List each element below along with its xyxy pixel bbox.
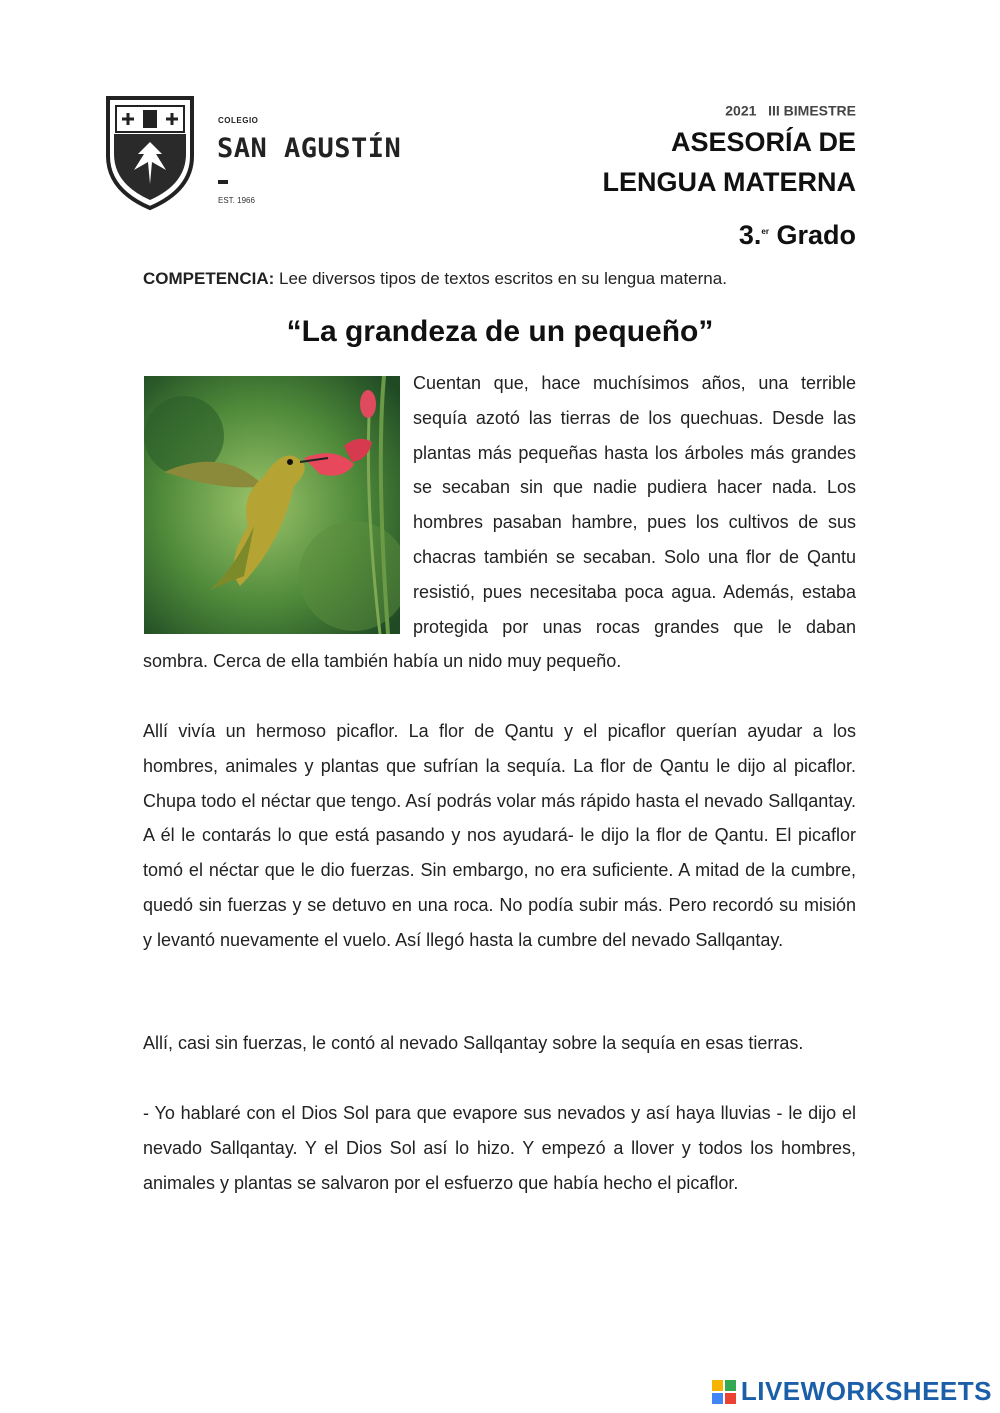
liveworksheets-brand: LIVEWORKSHEETS	[740, 1376, 992, 1406]
school-divider	[218, 180, 228, 184]
year: 2021	[725, 102, 757, 119]
grade	[603, 216, 856, 251]
paragraph-2: Allí vivía un hermoso picaflor. La flor de Qantu y el picaflor querían ayudar a los hombres, animales y plantas que sufrían la sequía. La flor de Qantu le dijo al picaflor. Chupa todo el néctar que tengo. Así podrás volar más rápido hasta el nevado Sallqantay. A él le contarás lo que está pasando y nos ayudará- le dijo la flor de Qantu. El picaflor tomó el néctar que le dio fuerzas. Sin embargo, no era suficiente. A mitad de la cumbre, quedó sin fuerzas y se detuvo en una roca. No podía subir más. Pero recordó su misión y levantó nuevamente el vuelo. Así llegó hasta la cumbre del nevado Sallqantay.	[143, 721, 856, 950]
liveworksheets-icon	[711, 1379, 737, 1405]
school-label: COLEGIO	[218, 116, 259, 125]
story-title: “La grandeza de un pequeño”	[286, 315, 714, 348]
subject-line-1: ASESORÍA DE	[670, 126, 856, 157]
period-line	[603, 100, 856, 120]
subject-line-2: LENGUA MATERNA	[602, 166, 856, 197]
paragraph-1	[143, 366, 856, 679]
school-crest-icon	[104, 94, 196, 212]
grade-word: Grado	[776, 219, 856, 250]
grade-suffix: er	[761, 226, 769, 236]
paragraph-4: - Yo hablaré con el Dios Sol para que evapore sus nevados y así haya lluvias - le dijo el nevado Sallqantay. Y el Dios Sol así lo hizo. Y empezó a llover y todos los hombres, animales y plantas se salvaron por el esfuerzo que había hecho el picaflor.	[143, 1103, 856, 1193]
school-established: EST. 1966	[218, 196, 255, 205]
bimestre: III BIMESTRE	[768, 102, 856, 119]
competencia-text: Lee diversos tipos de textos escritos en su lengua materna.	[279, 269, 727, 288]
liveworksheets-logo[interactable]	[711, 1376, 992, 1407]
competencia-label: COMPETENCIA:	[143, 269, 275, 288]
school-name: SAN AGUSTÍN	[217, 133, 402, 164]
paragraph-3: Allí, casi sin fuerzas, le contó al nevado Sallqantay sobre la sequía en esas tierras.	[143, 1033, 804, 1053]
paragraph-1-text: Cuentan que, hace muchísimos años, una terrible sequía azotó las tierras de los quechuas. Desde las plantas más pequeñas hasta los árboles más grandes se secaban sin que nadie pudiera hacer nada. Los hombres pasaban hambre, pues los cultivos de sus chacras también se secaban. Solo una flor de Qantu resistió, pues necesitaba poca agua. Además, estaba protegida por unas rocas grandes que le daban sombra. Cerca de ella también había un nido muy pequeño.	[143, 373, 856, 672]
competencia	[143, 269, 727, 289]
grade-number: 3.	[738, 219, 762, 250]
header-info	[603, 100, 856, 251]
